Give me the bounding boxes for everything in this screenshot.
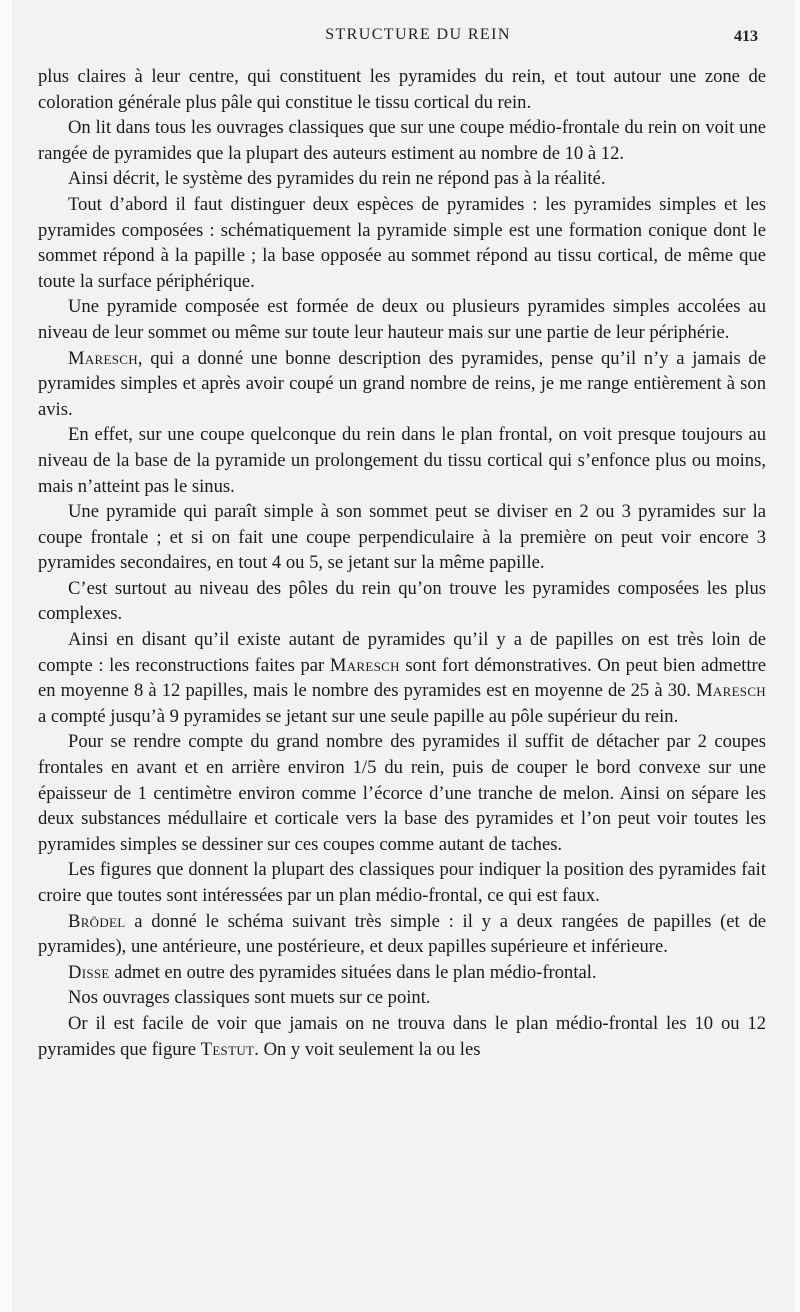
body-text: [38, 64, 766, 1062]
paragraph: [38, 576, 766, 627]
text-run: Ainsi décrit, le système des pyramides du rein ne répond pas à la réalité.: [68, 168, 606, 190]
text-run: plus claires à leur centre, qui constituent les pyramides du rein, et tout autour une zone de coloration générale plus pâle qui constitue le tissu cortical du rein.: [38, 66, 766, 113]
paragraph: [38, 64, 766, 115]
running-head: [12, 26, 794, 54]
paragraph: [38, 346, 766, 423]
paragraph: [38, 627, 766, 729]
text-run: , qui a donné une bonne description des pyramides, pense qu’il n’y a jamais de pyramides simples et après avoir coupé un grand nombre de reins, je me range entièrement à son avis.: [38, 347, 766, 420]
paragraph: [38, 857, 766, 908]
author-name: Disse: [68, 961, 110, 983]
paragraph: [38, 422, 766, 499]
text-run: Ainsi en disant qu’il existe autant de pyramides qu’il y a de papilles on est très loin de compte : les reconstructions faites par: [38, 629, 766, 676]
page-number: 413: [734, 28, 758, 45]
paragraph: [38, 985, 766, 1011]
text-run: Nos ouvrages classiques sont muets sur ce point.: [68, 987, 431, 1009]
paragraph: [38, 192, 766, 294]
text-run: On lit dans tous les ouvrages classiques que sur une coupe médio-frontale du rein on voit une rangée de pyramides que la plupart des auteurs estiment au nombre de 10 à 12.: [38, 117, 766, 164]
author-name: Brödel: [68, 910, 126, 932]
text-run: Une pyramide qui paraît simple à son sommet peut se diviser en 2 ou 3 pyramides sur la coupe frontale ; et si on fait une coupe perpendiculaire à la première on peut voir encore 3 pyramides secondaires, en tout 4 ou 5, se jetant sur la même papille.: [38, 501, 766, 574]
text-run: Une pyramide composée est formée de deux ou plusieurs pyramides simples accolées au niveau de leur sommet ou même sur toute leur hauteur mais sur une partie de leur périphérie.: [38, 296, 766, 343]
paragraph: [38, 115, 766, 166]
running-title: STRUCTURE DU REIN: [325, 26, 511, 43]
text-run: C’est surtout au niveau des pôles du rein qu’on trouve les pyramides composées les plus complexes.: [38, 577, 766, 625]
text-run: sont fort démonstratives. On peut bien admettre en moyenne 8 à 12 papilles, mais le nombre des pyramides est en moyenne de 25 à 30.: [38, 654, 766, 702]
author-name: Maresch: [696, 680, 766, 702]
text-run: Pour se rendre compte du grand nombre des pyramides il suffit de détacher par 2 coupes frontales en avant et en arrière environ 1/5 du rein, puis de couper le bord convexe sur une épaisseur de 1 centimètre environ comme l’écorce d’une tranche de melon. Ainsi on sépare les deux substances médullaire et corticale vers la base des pyramides et l’on peut voir toutes les pyramides simples se dessiner sur ces coupes comme autant de taches.: [38, 731, 766, 855]
text-run: a donné le schéma suivant très simple : il y a deux rangées de papilles (et de pyramides), une antérieure, une postérieure, et deux papilles supérieure et inférieure.: [38, 910, 766, 958]
paragraph: [38, 294, 766, 345]
text-run: a compté jusqu’à 9 pyramides se jetant sur une seule papille au pôle supérieur du rein.: [38, 705, 679, 727]
text-run: Tout d’abord il faut distinguer deux espèces de pyramides : les pyramides simples et les pyramides composées : schématiquement la pyramide simple est une formation conique dont le sommet répond à la papille ; la base opposée au sommet répond au tissu cortical, de même que toute la surface périphérique.: [38, 193, 766, 292]
author-name: Maresch: [68, 347, 138, 369]
text-run: En effet, sur une coupe quelconque du rein dans le plan frontal, on voit presque toujours au niveau de la base de la pyramide un prolongement du tissu cortical qui s’enfonce plus ou moins, mais n’atteint pas le sinus.: [38, 424, 766, 497]
paragraph: [38, 729, 766, 857]
paragraph: [38, 166, 766, 192]
paragraph: [38, 909, 766, 960]
paragraph: [38, 960, 766, 986]
paragraph: [38, 499, 766, 576]
paragraph: [38, 1011, 766, 1062]
author-name: Testut: [200, 1038, 255, 1060]
text-run: admet en outre des pyramides situées dans le plan médio-frontal.: [109, 961, 597, 983]
text-run: . On y voit seulement la ou les: [254, 1038, 481, 1060]
text-run: Or il est facile de voir que jamais on ne trouva dans le plan médio-frontal les 10 ou 12 pyramides que figure: [38, 1012, 766, 1060]
text-run: Les figures que donnent la plupart des classiques pour indiquer la position des pyramides fait croire que toutes sont intéressées par un plan médio-frontal, ce qui est faux.: [38, 859, 766, 906]
author-name: Maresch: [329, 654, 400, 676]
